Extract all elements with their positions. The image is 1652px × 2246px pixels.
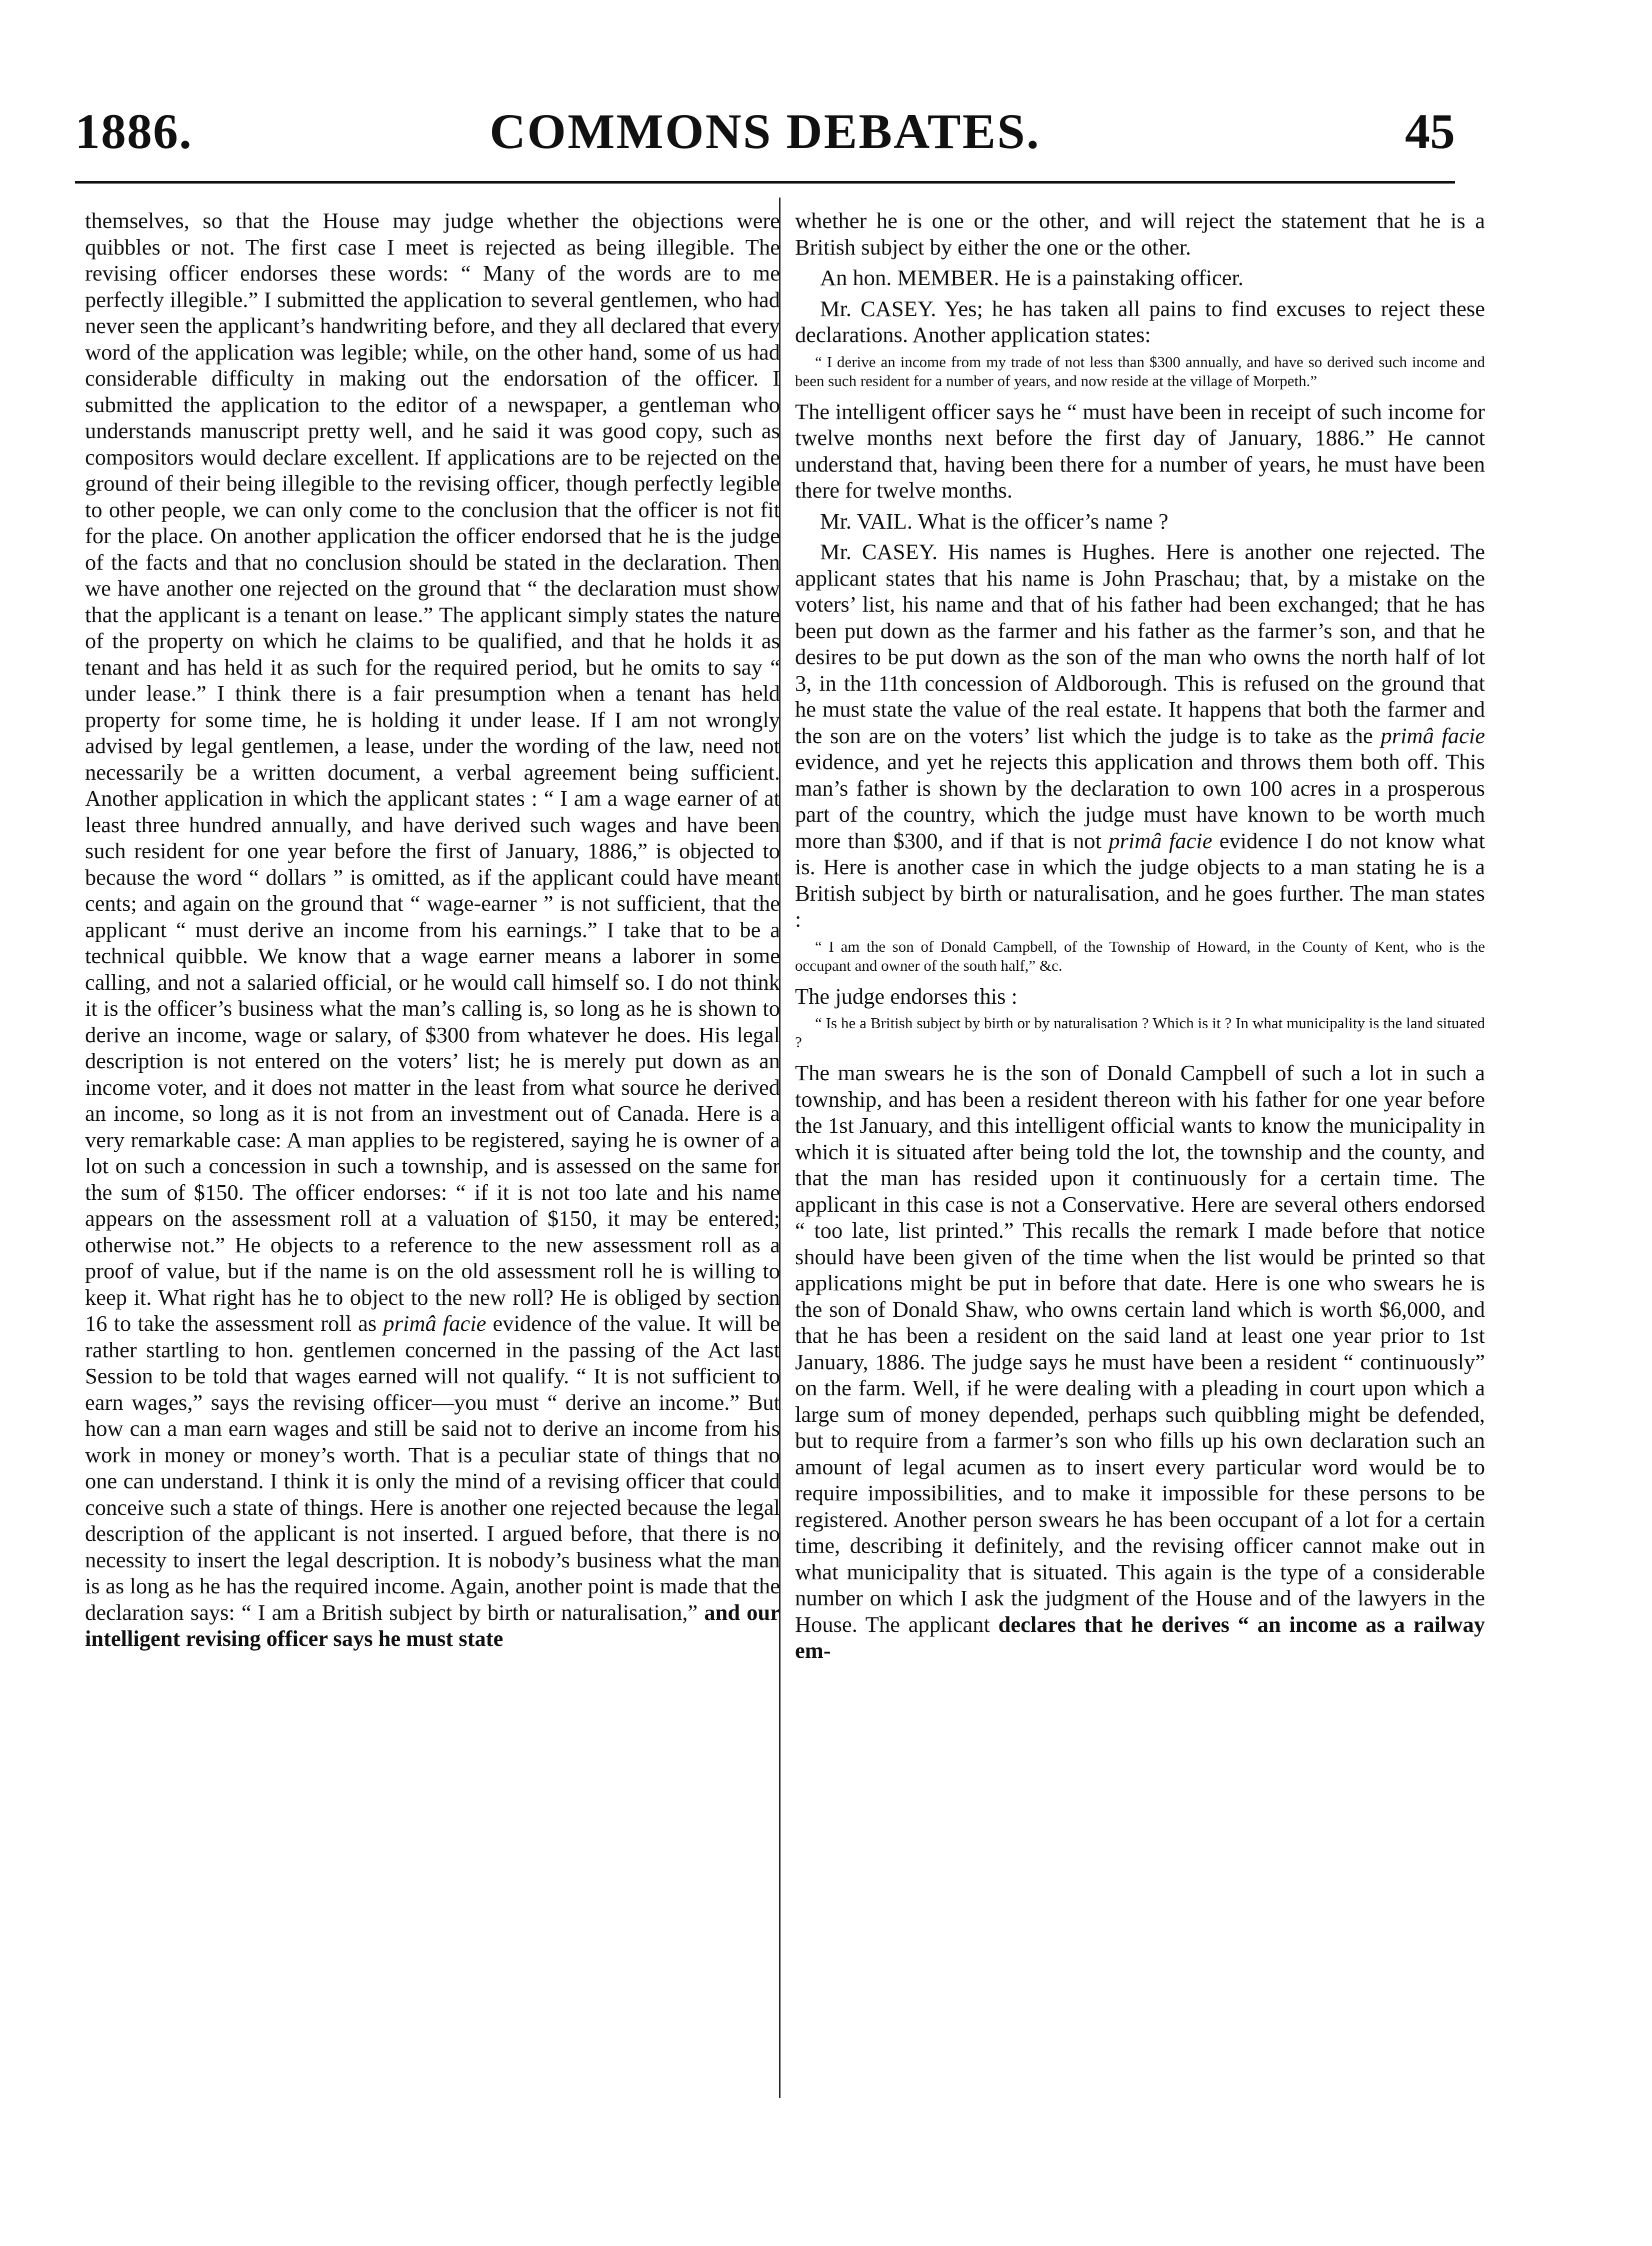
right-paragraph-3: Mr. CASEY. Yes; he has taken all pains to find excuses to reject these declarations. Another application states: xyxy=(795,296,1485,347)
left-column xyxy=(85,208,780,1656)
right-paragraph-5: Mr. VAIL. What is the officer’s name ? xyxy=(820,508,1168,534)
page-number: 45 xyxy=(1405,104,1455,159)
quote-3: “ Is he a British subject by birth or by naturalisation ? Which is it ? In what municipality is the land situated ? xyxy=(795,1014,1485,1051)
publication-title: COMMONS DEBATES. xyxy=(490,104,1040,159)
right-paragraph-1: whether he is one or the other, and will reject the statement that he is a British subject by either the one or the other. xyxy=(795,208,1485,260)
right-paragraph-7: The judge endorses this : xyxy=(795,983,1018,1009)
right-paragraph-4: The intelligent officer says he “ must have been in receipt of such income for twelve months next before the first day of January, 1886.” He cannot understand that, having been there for a number of years, he must have been there for twelve months. xyxy=(795,399,1485,503)
left-paragraph: themselves, so that the House may judge whether the objections were quibbles or not. The first case I meet is rejected as being illegible. The revising officer endorses these words: “ Many of the words are to me perfectly illegible.” I submitted the application to several gentlemen, who had never seen the applicant’s handwriting before, and they all declared that every word of the application was legible; while, on the other hand, some of us had considerable difficulty in making out the endorsation of the officer. I submitted the application to the editor of a newspaper, a gentleman who understands manuscript pretty well, and he said it was good copy, such as compositors would declare excellent. If applications are to be rejected on the ground of their being illegible to the revising officer, though perfectly legible to other people, we can only come to the conclusion that the officer is not fit for the place. On another application the officer endorsed that he is the judge of the facts and that no conclusion should be stated in the declaration. Then we have another one rejected on the ground that “ the declaration must show that the applicant is a tenant on lease.” The applicant simply states the nature of the property on which he claims to be qualified, and that he holds it as tenant and has held it as such for the required period, but he omits to say “ under lease.” I think there is a fair presumption when a tenant has held property for some time, he is holding it under lease. If I am not wrongly advised by legal gentlemen, a lease, under the wording of the law, need not necessarily be a written document, a verbal agreement being sufficient. Another application in which the applicant states : “ I am a wage earner of at least three hundred annually, and have derived such wages and have been such resident for one year before the first of January, 1886,” is objected to because the word “ dollars ” is omitted, as if the applicant could have meant cents; and again on the ground that “ wage-earner ” is not sufficient, that the applicant “ must derive an income from his earnings.” I take that to be a technical quibble. We know that a wage earner means a laborer in some calling, and not a salaried official, or he would call himself so. I do not think it is the officer’s business what the man’s calling is, so long as he is shown to derive an income, wage or salary, of $300 from whatever he does. His legal description is not entered on the voters’ list; he is merely put down as an income voter, and it does not matter in the least from what source he derived an income, so long as it is not from an investment out of Canada. Here is a very remarkable case: A man applies to be registered, saying he is owner of a lot on such a concession in such a township, and is assessed on the same for the sum of $150. The officer endorses: “ if it is not too late and his name appears on the assessment roll at a valuation of $150, it may be entered; otherwise not.” He objects to a reference to the new assessment roll as a proof of value, but if the name is on the old assessment roll he is willing to keep it. What right has he to object to the new roll? He is obliged by section 16 to take the assessment roll as primâ facie evidence of the value. It will be rather startling to hon. gentlemen concerned in the passing of the Act last Session to be told that wages earned will not qualify. “ It is not sufficient to earn wages,” says the revising officer—you must “ derive an income.” But how can a man earn wages and still be said not to derive an income from his work in money or money’s worth. That is a peculiar state of things that no one can understand. I think it is only the mind of a revising officer that could conceive such a state of things. Here is another one rejected because the legal description of the applicant is not inserted. I argued before, that there is no necessity to insert the legal description. It is nobody’s business what the man is as long as he has the required income. Again, another point is made that the declaration says: “ I am a British subject by birth or naturalisation,” and our intelligent revising officer says he must state xyxy=(85,208,780,1651)
header-rule xyxy=(75,181,1455,184)
right-paragraph-8: The man swears he is the son of Donald Campbell of such a lot in such a township, and has been a resident thereon with his father for one year before the 1st January, and this intelligent official wants to know the municipality in which it is situated after being told the lot, the township and the county, and that the man has resided upon it continuously for a certain time. The applicant in this case is not a Conservative. Here are several others endorsed “ too late, list printed.” This recalls the remark I made before that notice should have been given of the time when the list would be printed so that applications might be put in before that date. Here is one who swears he is the son of Donald Shaw, who owns certain land which is worth $6,000, and that he has been a resident on the said land at least one year prior to 1st January, 1886. The judge says he must have been a resident “ continuously” on the farm. Well, if he were dealing with a pleading in court upon which a large sum of money depended, perhaps such quibbling might be defended, but to require from a farmer’s son who fills up his own declaration such an amount of legal acumen as to insert every particular word would be to require impossibilities, and to make it impossible for these persons to be registered. Another person swears he has been occupant of a lot for a certain time, describing it definitely, and the revising officer cannot make out in what municipality that is situated. This again is the type of a considerable number on which I ask the judgment of the House and of the lawyers in the House. The applicant declares that he derives “ an income as a railway em- xyxy=(795,1060,1485,1663)
header-year: 1886. xyxy=(75,104,192,159)
page-header xyxy=(75,103,1455,168)
right-column xyxy=(795,208,1485,1668)
right-paragraph-6: Mr. CASEY. His names is Hughes. Here is another one rejected. The applicant states that his name is John Praschau; that, by a mistake on the voters’ list, his name and that of his father had been exchanged; that he has been put down as the farmer and his father as the farmer’s son, and that he desires to be put down as the son of the man who owns the north half of lot 3, in the 11th concession of Aldborough. This is refused on the ground that he must state the value of the real estate. It happens that both the farmer and the son are on the voters’ list which the judge is to take as the primâ facie evidence, and yet he rejects this application and throws them both off. This man’s father is shown by the declaration to own 100 acres in a prosperous part of the country, which the judge must have known to be worth much more than $300, and if that is not primâ facie evidence I do not know what is. Here is another case in which the judge objects to a man stating he is a British subject by birth or naturalisation, and he goes further. The man states : xyxy=(795,539,1486,932)
right-paragraph-2: An hon. MEMBER. He is a painstaking officer. xyxy=(820,265,1244,290)
quote-1: “ I derive an income from my trade of not less than $300 annually, and have so derived such income and been such resident for a number of years, and now reside at the village of Morpeth.” xyxy=(795,353,1485,390)
quote-2: “ I am the son of Donald Campbell, of the Township of Howard, in the County of Kent, who is the occupant and owner of the south half,” &c. xyxy=(795,937,1485,974)
